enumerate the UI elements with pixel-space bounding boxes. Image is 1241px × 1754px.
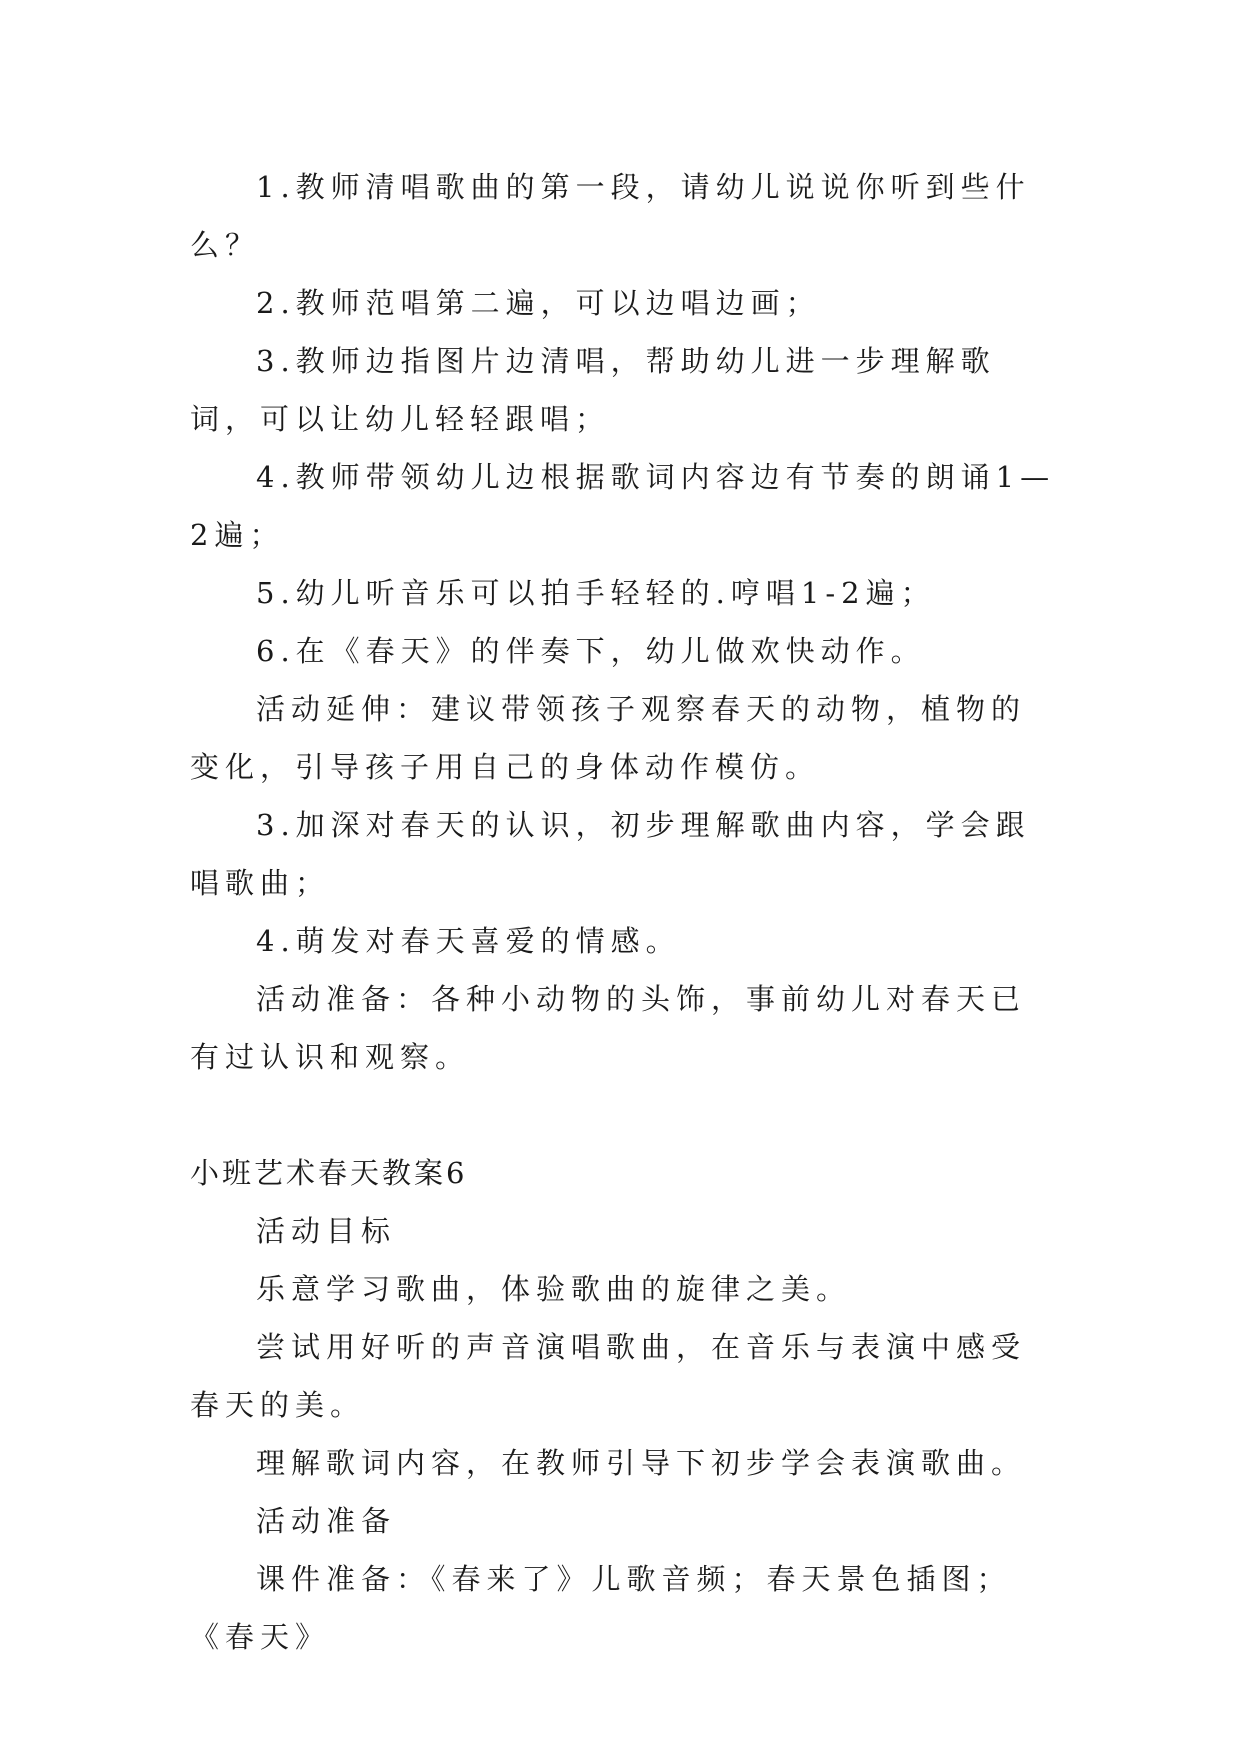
heading-activity-preparation: 活动准备: [256, 1504, 397, 1538]
section-title: 小班艺术春天教案6: [190, 1156, 468, 1190]
paragraph-goal-c: 理解歌词内容，在教师引导下初步学会表演歌曲。: [256, 1446, 1027, 1480]
paragraph-goal-b: 尝试用好听的声音演唱歌曲，在音乐与表演中感受春天的美。: [190, 1330, 1027, 1422]
document-page: [190, 158, 1060, 1666]
paragraph-step-3: 3.教师边指图片边清唱，帮助幼儿进一步理解歌词，可以让幼儿轻轻跟唱；: [190, 344, 996, 436]
paragraph-step-4: 4.教师带领幼儿边根据歌词内容边有节奏的朗诵1—2遍；: [190, 460, 1056, 552]
paragraph-activity-preparation: 活动准备：各种小动物的头饰，事前幼儿对春天已有过认识和观察。: [190, 982, 1027, 1074]
paragraph-step-1: 1.教师清唱歌曲的第一段，请幼儿说说你听到些什么？: [190, 170, 1031, 262]
section-spacer: [190, 1086, 1060, 1144]
paragraph-goal-4: 4.萌发对春天喜爱的情感。: [256, 924, 681, 958]
paragraph-goal-a: 乐意学习歌曲，体验歌曲的旋律之美。: [256, 1272, 852, 1306]
heading-activity-goals: 活动目标: [256, 1214, 397, 1248]
paragraph-goal-3: 3.加深对春天的认识，初步理解歌曲内容，学会跟唱歌曲；: [190, 808, 1031, 900]
paragraph-activity-extension: 活动延伸：建议带领孩子观察春天的动物，植物的变化，引导孩子用自己的身体动作模仿。: [190, 692, 1027, 784]
paragraph-step-2: 2.教师范唱第二遍，可以边唱边画；: [256, 286, 821, 320]
paragraph-step-6: 6.在《春天》的伴奏下，幼儿做欢快动作。: [256, 634, 926, 668]
paragraph-courseware-preparation: 课件准备：《春来了》儿歌音频；春天景色插图；《春天》: [190, 1562, 1012, 1654]
paragraph-step-5: 5.幼儿听音乐可以拍手轻轻的.哼唱1-2遍；: [256, 576, 936, 610]
